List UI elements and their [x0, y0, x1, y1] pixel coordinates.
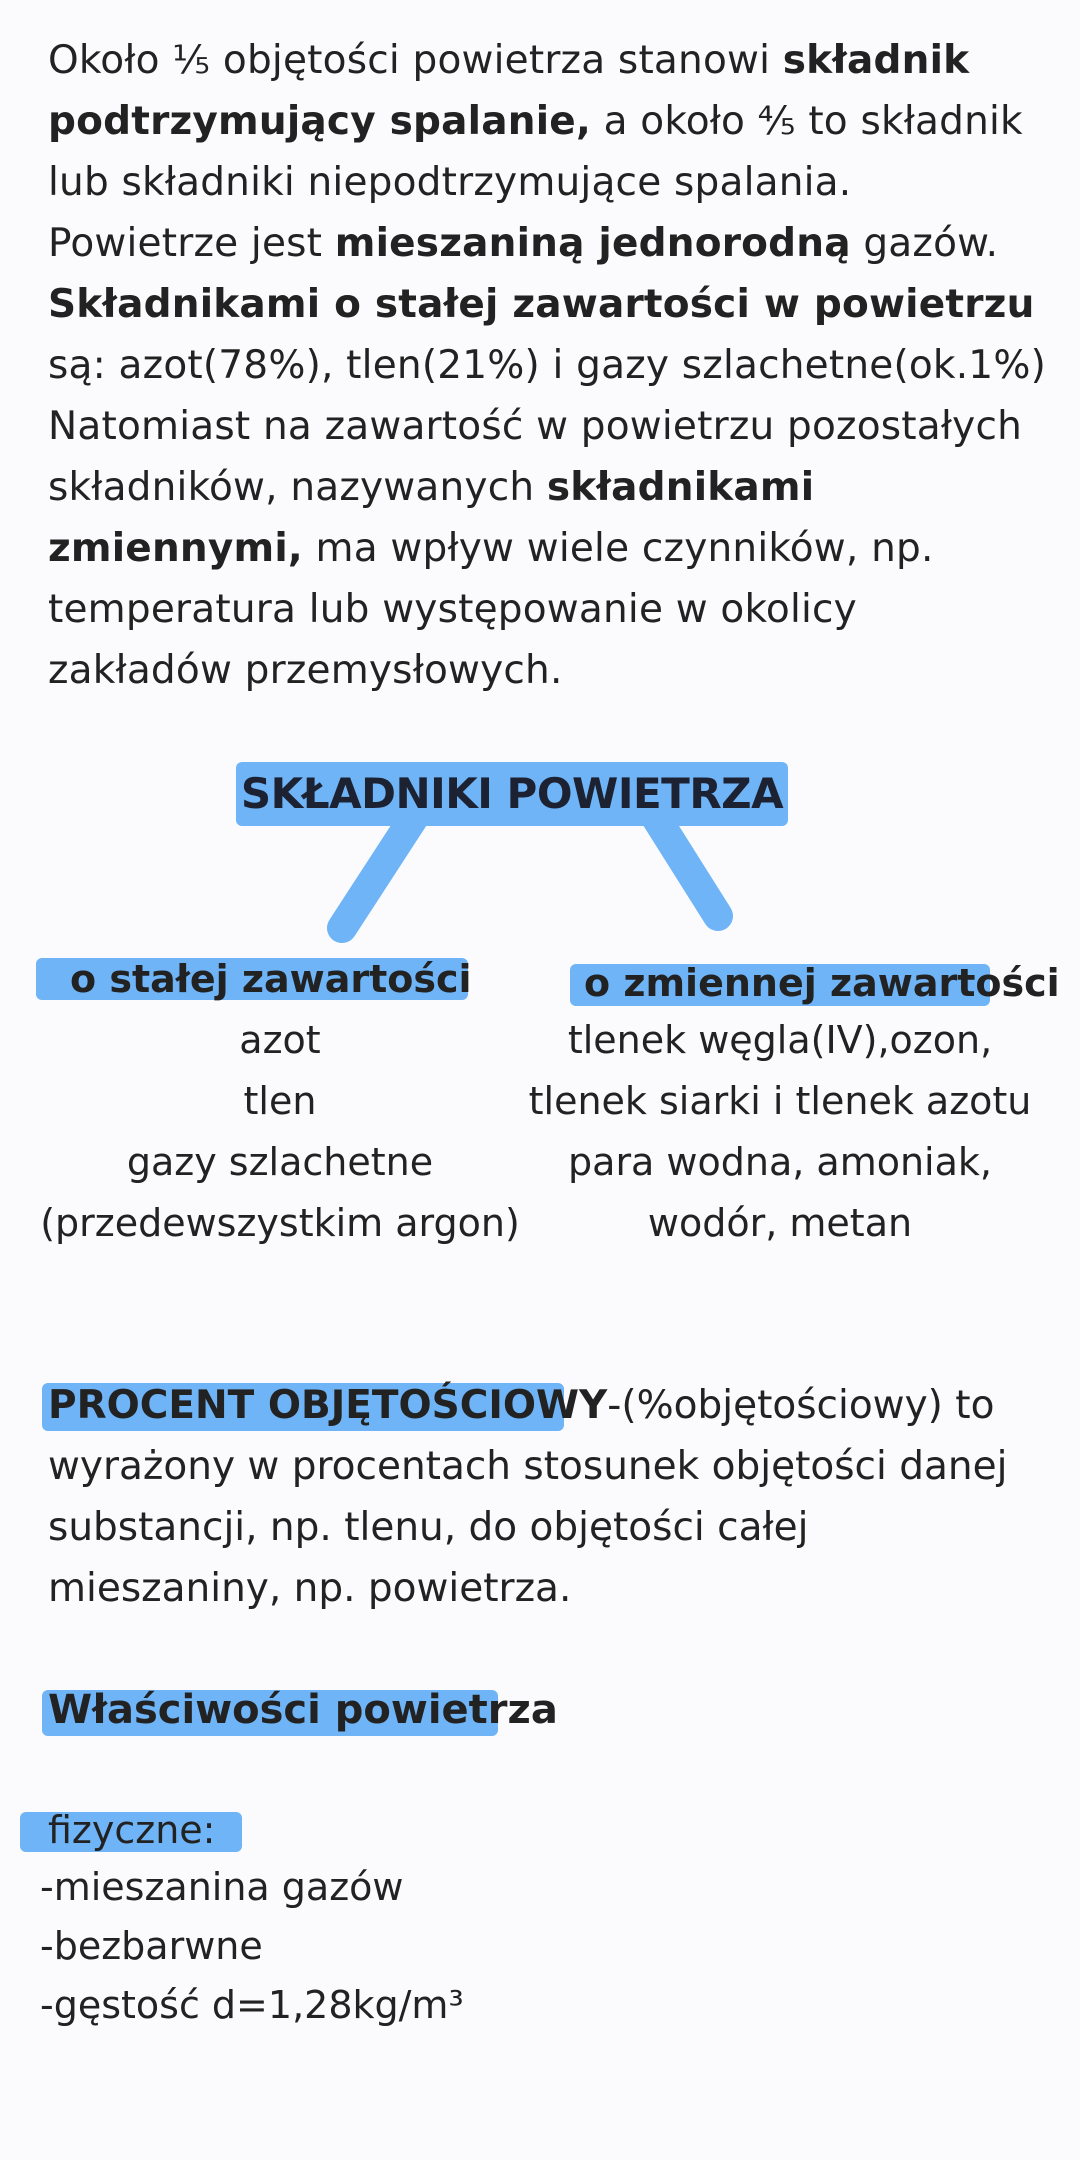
list-item: wodór, metan — [647, 1201, 913, 1245]
list-item: (przedewszystkim argon) — [40, 1201, 520, 1245]
intro-bold-term: Składnikami o stałej zawartości w powietrzu — [48, 282, 1035, 327]
list-item: gazy szlachetne — [126, 1140, 434, 1184]
intro-text-span: Powietrze jest — [48, 221, 335, 266]
intro-text-span: Natomiast na zawartość w powietrzu pozostałych składników, nazywanych — [48, 404, 1023, 510]
procent-definition — [48, 1375, 1048, 1619]
list-item: -gęstość d=1,28kg/m³ — [40, 1983, 464, 2027]
list-item: tlenek węgla(IV),ozon, — [567, 1018, 993, 1062]
list-item: tlen — [243, 1079, 317, 1123]
list-item: -bezbarwne — [40, 1924, 263, 1968]
procent-paragraph — [48, 1375, 1048, 1619]
list-item: para wodna, amoniak, — [568, 1140, 992, 1184]
list-item: -mieszanina gazów — [40, 1865, 404, 1909]
intro-text-span: gazów. — [850, 221, 999, 266]
right-column-list — [520, 1010, 1040, 1254]
left-column-label: o stałej zawartości — [70, 957, 472, 1001]
connector-left — [342, 808, 420, 928]
intro-bold-term: mieszaniną jednorodną — [334, 221, 851, 266]
left-column-list — [20, 1010, 540, 1254]
procent-term: PROCENT OBJĘTOŚCIOWY — [48, 1383, 608, 1428]
diagram-title: SKŁADNIKI POWIETRZA — [240, 769, 784, 818]
intro-bold-term: składnikami zmiennymi, — [48, 465, 815, 571]
intro-bold-term: składnik podtrzymujący spalanie, — [48, 38, 970, 144]
physical-properties-list — [40, 1858, 464, 2035]
intro-text-span: są: azot(78%), tlen(21%) i gazy szlachetne(ok.1%) — [48, 343, 1046, 388]
procent-text: -(%objętościowy) to wyrażony w procentach stosunek objętości danej substancji, np. tlenu, do objętości całej mieszaniny, np. powietrza. — [48, 1383, 1008, 1611]
intro-text-span: Około ⅕ objętości powietrza stanowi — [48, 38, 783, 83]
intro-text-span: a około ⅘ to składnik lub składniki niepodtrzymujące spalania. — [48, 99, 1023, 205]
right-column-label: o zmiennej zawartości — [584, 961, 1060, 1005]
list-item: tlenek siarki i tlenek azotu — [528, 1079, 1032, 1123]
properties-heading: Właściwości powietrza — [48, 1687, 558, 1733]
list-item: azot — [239, 1018, 321, 1062]
intro-text-span: ma wpływ wiele czynników, np. temperatura lub występowanie w okolicy zakładów przemysłowych. — [48, 526, 934, 693]
physical-subheading: fizyczne: — [48, 1808, 216, 1852]
